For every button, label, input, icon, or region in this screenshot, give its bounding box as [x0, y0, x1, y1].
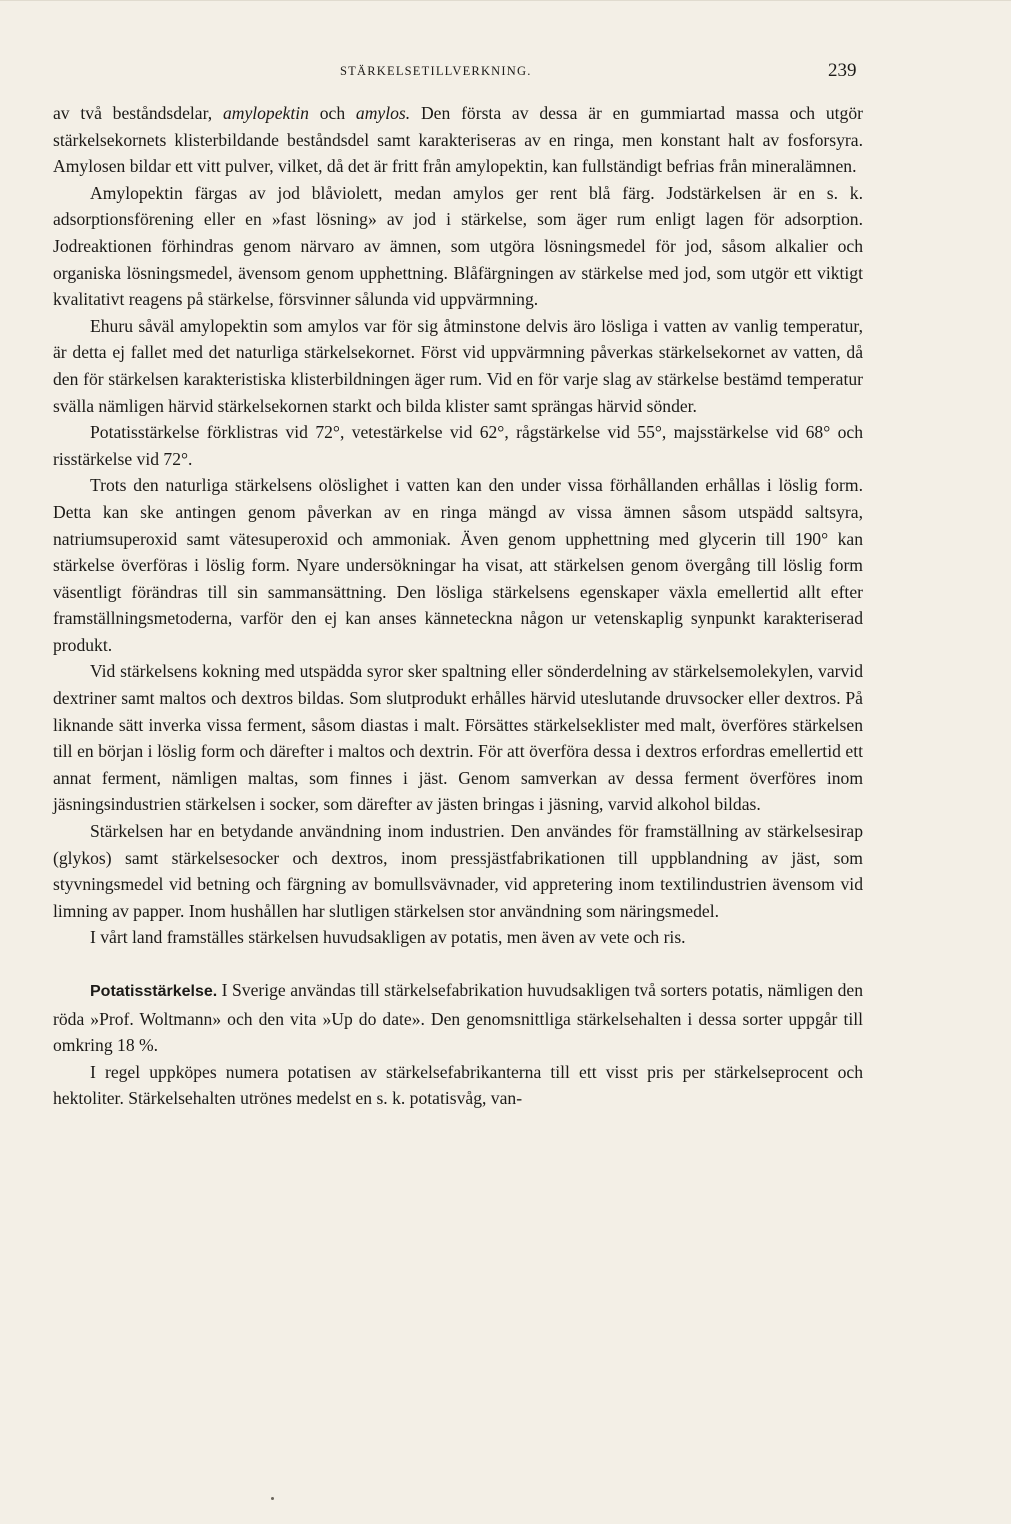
paragraph-6: Vid stärkelsens kokning med utspädda syror sker spaltning eller sönderdelning av stärkelsemolekylen, varvid dextriner samt maltos och dextros bildas. Som slutprodukt erhålles härvid uteslutande druvsocker eller dextros. På liknande sätt inverka vissa ferment, såsom diastas i malt. Försättes stärkelseklister med malt, överföres stärkelsen till en början i löslig form och därefter i maltos och dextrin. För att överföra dessa i dextros erfordras emellertid ett annat ferment, nämligen maltas, som finnes i jäst. Genom samverkan av dessa ferment överföres inom jäsningsindustrien stärkelsen i socker, som därefter av jästen bringas i jäsning, varvid alkohol bildas.: [53, 661, 863, 815]
running-header: [0, 62, 1011, 82]
paragraph-1-text-c: Den första av dessa är en gummiartad massa och utgör stärkelsekornets klisterbildande beståndsdel samt karakteriseras av en ringa, men konstant halt av fosforsyra. Amylosen bildar ett vitt pulver, vilket, då det är fritt från amylopektin, kan fullständigt befrias från mineralämnen.: [53, 103, 864, 177]
paragraph-2: Amylopektin färgas av jod blåviolett, medan amylos ger rent blå färg. Jodstärkelsen är en s. k. adsorptionsförening eller en »fast lösning» av jod i stärkelse, som äger rum enligt lagen för adsorption. Jodreaktionen förhindras genom närvaro av ämnen, som utgöra lösningsmedel för jod, såsom alkalier och organiska lösningsmedel, ävensom genom upphettning. Blåfärgningen av stärkelse med jod, som utgör ett viktigt kvalitativt reagens på stärkelse, försvinner sålunda vid uppvärmning.: [53, 182, 863, 310]
paragraph-1: [53, 100, 863, 180]
paragraph-1-text-a: av två beståndsdelar,: [53, 103, 223, 123]
body-text: [53, 100, 863, 1112]
paragraph-10: I regel uppköpes numera potatisen av stärkelsefabrikanterna till ett visst pris per stärkelseprocent och hektoliter. Stärkelsehalten utrönes medelst en s. k. potatisvåg, van-: [53, 1061, 863, 1109]
running-title: STÄRKELSETILLVERKNING.: [340, 64, 532, 78]
page-number: 239: [828, 60, 857, 81]
paragraph-4: Potatisstärkelse förklistras vid 72°, vetestärkelse vid 62°, rågstärkelse vid 55°, majsstärkelse vid 68° och risstärkelse vid 72°.: [53, 422, 863, 469]
paragraph-3: Ehuru såväl amylopektin som amylos var för sig åtminstone delvis äro lösliga i vatten av vanlig temperatur, är detta ej fallet med det naturliga stärkelsekornet. Först vid uppvärmning påverkas stärkelsekornet av vatten, då den för stärkelsen karakteristiska klisterbildningen äger rum. Vid en för varje slag av stärkelse bestämd temperatur svälla nämligen härvid stärkelsekornen starkt och bilda klister samt sprängas härvid sönder.: [53, 315, 863, 416]
term-amylopektin: amylopektin: [222, 103, 309, 123]
print-speck: [271, 1497, 274, 1500]
paragraph-9-text: I Sverige användas till stärkelsefabrikation huvudsakligen två sorters potatis, nämligen den röda »Prof. Woltmann» och den vita »Up do date». Den genomsnittliga stärkelsehalten i dessa sorter uppgår till omkring 18 %.: [53, 980, 863, 1056]
section-heading-potatisstarkelse: Potatisstärkelse.: [90, 983, 218, 1000]
term-amylos: amylos.: [355, 103, 411, 123]
paragraph-1-text-b: och: [308, 103, 356, 123]
paragraph-5: Trots den naturliga stärkelsens olöslighet i vatten kan den under vissa förhållanden erhållas i löslig form. Detta kan ske antingen genom påverkan av en ringa mängd av vissa ämnen såsom utspädd saltsyra, natriumsuperoxid samt vätesuperoxid och ammoniak. Även genom upphettning med glycerin till 190° kan stärkelse överföras i löslig form. Nyare undersökningar ha visat, att stärkelsen genom övergång till löslig form väsentligt förändras till sin sammansättning. Den lösliga stärkelsens egenskaper växla emellertid allt efter framställningsmetoderna, varför den ej kan anses känneteckna någon ur vetenskaplig synpunkt karakteriserad produkt.: [53, 475, 863, 655]
paragraph-9: [53, 977, 863, 1059]
paragraph-8: I vårt land framställes stärkelsen huvudsakligen av potatis, men även av vete och ris.: [90, 927, 686, 948]
page-top-edge: [0, 0, 1011, 1]
paragraph-7: Stärkelsen har en betydande användning inom industrien. Den användes för framställning av stärkelsesirap (glykos) samt stärkelsesocker och dextros, inom pressjästfabrikationen till uppblandning av jäst, som styvningsmedel vid betning och färgning av bomullsvävnader, vid appretering inom textilindustrien ävensom vid limning av papper. Inom hushållen har slutligen stärkelsen stor användning som näringsmedel.: [53, 821, 863, 921]
